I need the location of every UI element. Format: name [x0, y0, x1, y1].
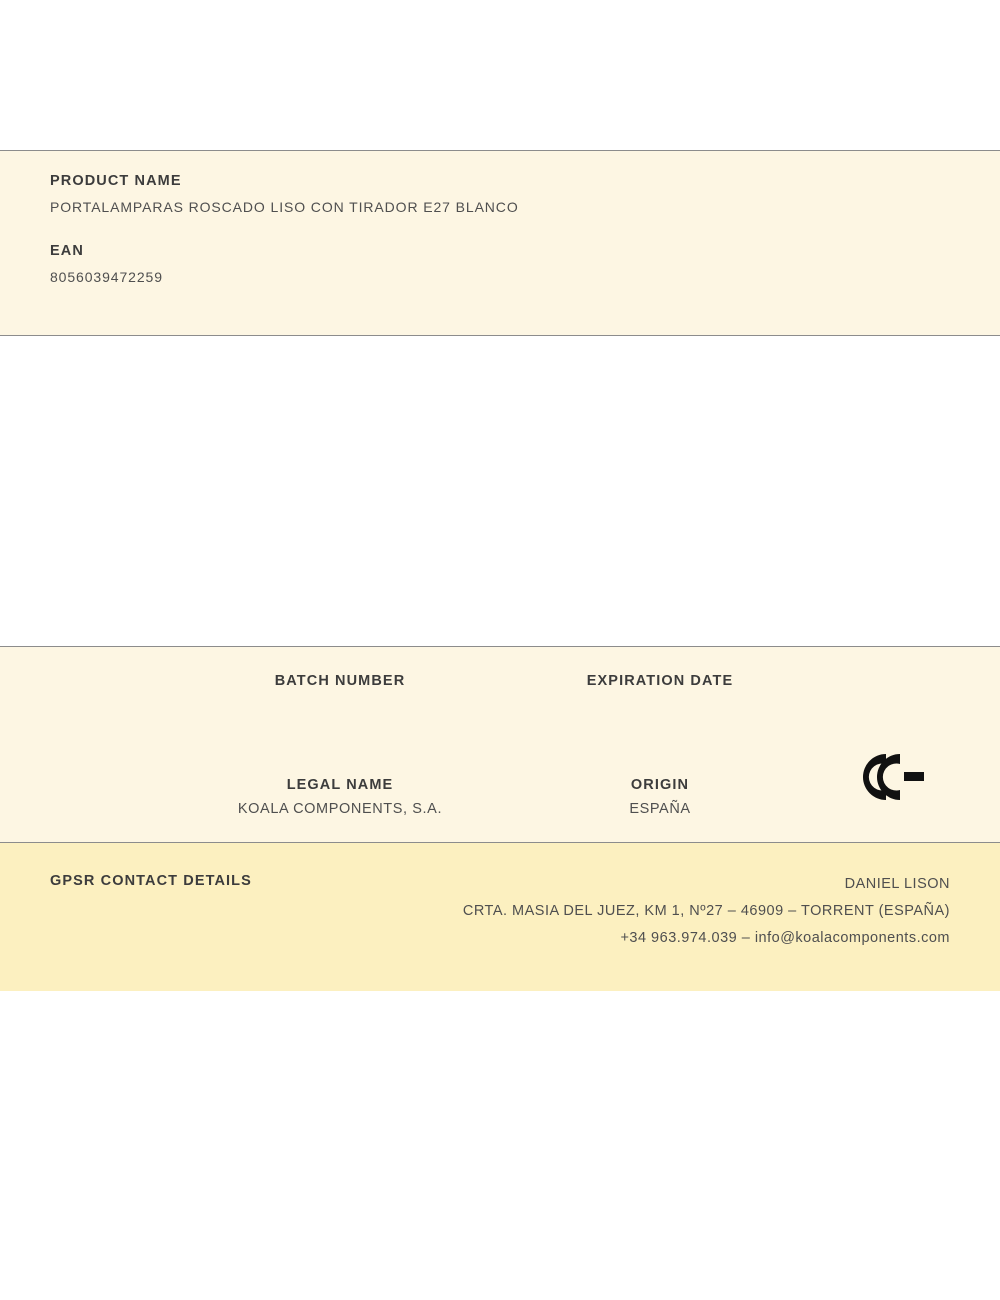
- info-spacer-left-2: [0, 777, 180, 819]
- info-row-legal-origin: [0, 777, 1000, 819]
- expiration-date-label: EXPIRATION DATE: [586, 672, 734, 689]
- blank-content-area: [0, 336, 1000, 647]
- info-row-batch-expiration: [0, 673, 1000, 715]
- ce-marking-icon: [852, 747, 942, 807]
- gpsr-contact-address: CRTA. MASIA DEL JUEZ, KM 1, Nº27 – 46909 – TORRENT (ESPAÑA): [462, 902, 950, 919]
- legal-name-cell: [180, 777, 500, 819]
- legal-name-value: KOALA COMPONENTS, S.A.: [237, 800, 443, 817]
- info-spacer-right: [820, 673, 1000, 715]
- expiration-date-value: [500, 697, 820, 715]
- ean-label: EAN: [50, 243, 84, 259]
- product-header-block: [0, 150, 1000, 336]
- batch-number-value: [180, 697, 500, 715]
- gpsr-contact-block: [0, 843, 1000, 991]
- ean-value: 8056039472259: [50, 269, 163, 285]
- batch-number-label: BATCH NUMBER: [274, 672, 406, 689]
- origin-value: ESPAÑA: [629, 800, 691, 817]
- origin-cell: [500, 777, 820, 819]
- top-spacer: [0, 0, 1000, 150]
- origin-label: ORIGIN: [630, 776, 690, 793]
- gpsr-contact-person: DANIEL LISON: [844, 875, 950, 892]
- expiration-date-cell: [500, 673, 820, 715]
- product-info-block: [0, 647, 1000, 843]
- info-row-gap: [0, 715, 1000, 777]
- gpsr-contact-phone-email: +34 963.974.039 – info@koalacomponents.com: [620, 929, 950, 946]
- bottom-spacer: [0, 991, 1000, 1300]
- info-spacer-left: [0, 673, 180, 715]
- product-name-value: PORTALAMPARAS ROSCADO LISO CON TIRADOR E27 BLANCO: [50, 199, 519, 215]
- product-name-label: PRODUCT NAME: [50, 173, 182, 189]
- gpsr-contact-label: GPSR CONTACT DETAILS: [50, 872, 252, 889]
- batch-number-cell: [180, 673, 500, 715]
- gpsr-contact-lines: [463, 871, 950, 952]
- legal-name-label: LEGAL NAME: [286, 776, 394, 793]
